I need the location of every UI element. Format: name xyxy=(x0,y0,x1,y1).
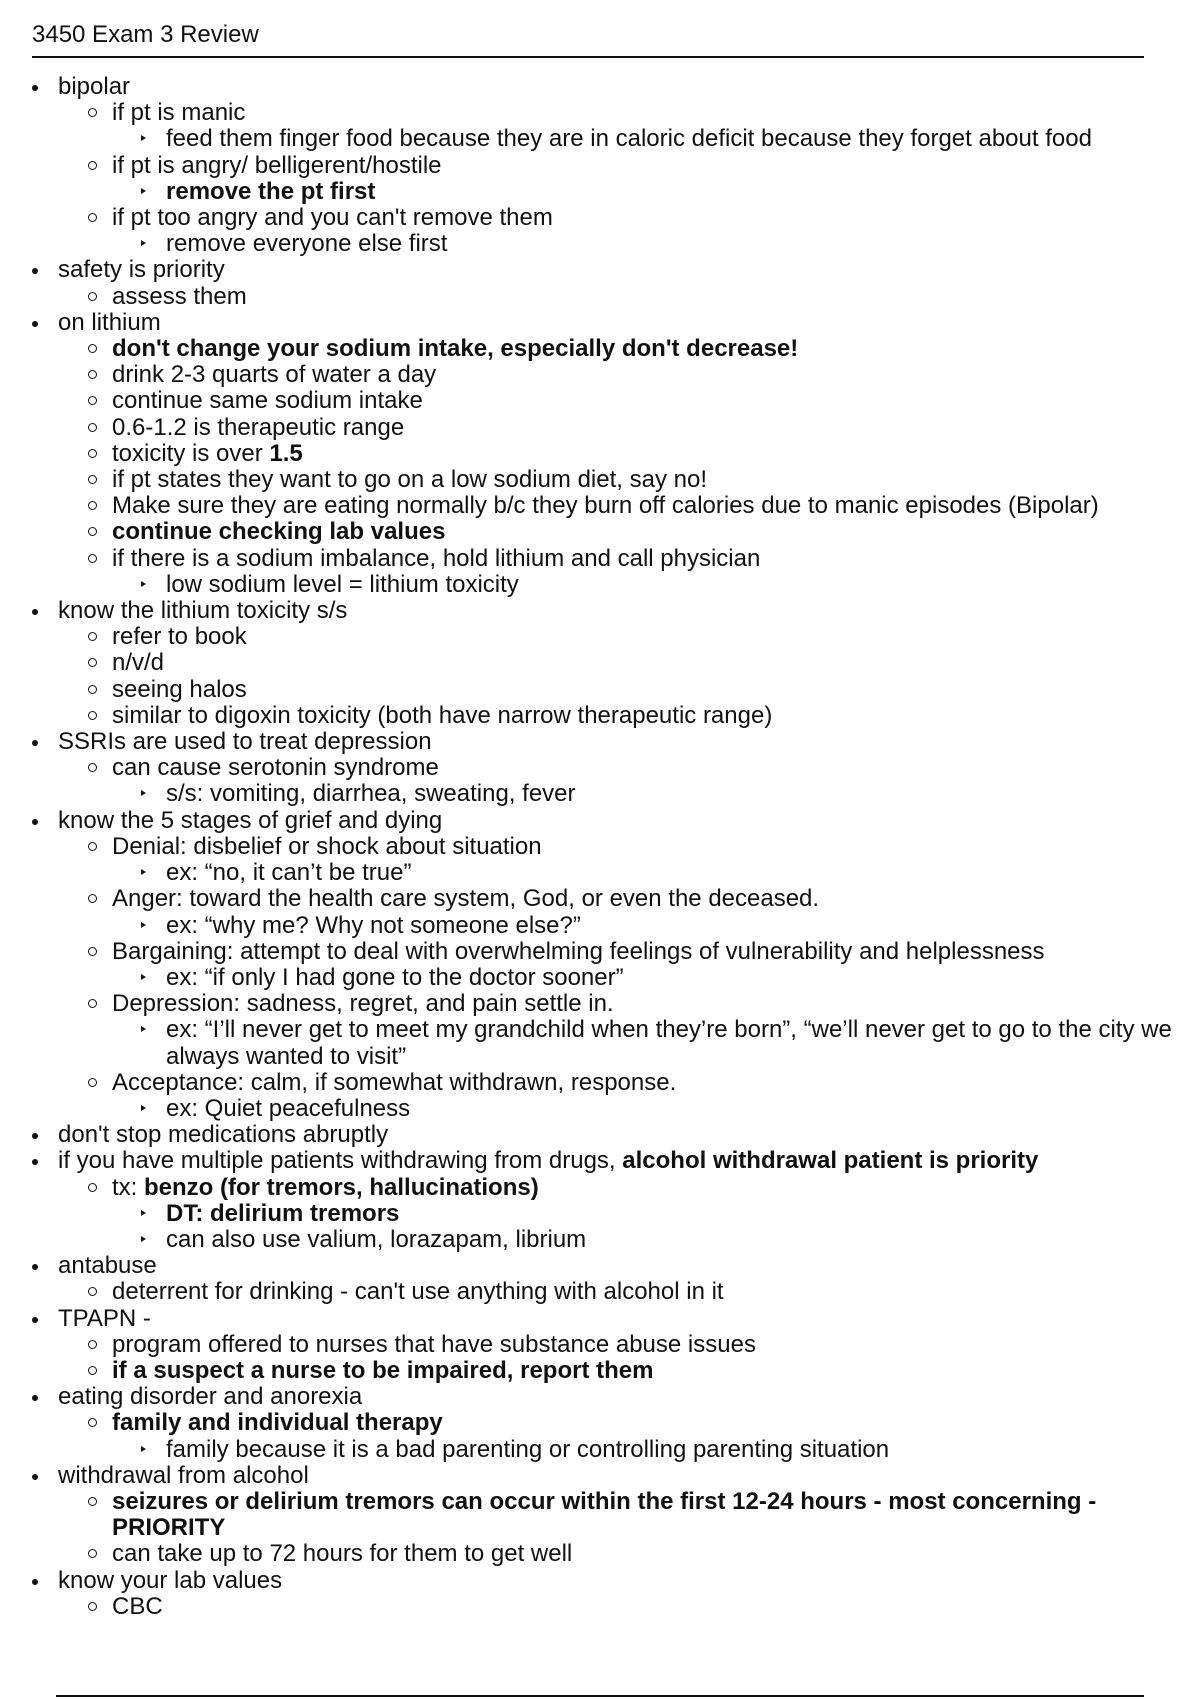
bullet-circle-icon xyxy=(88,475,97,484)
item-text: ex: “no, it can’t be true” xyxy=(166,859,412,887)
list-item xyxy=(0,729,1200,755)
list-item xyxy=(0,755,1200,781)
bullet-dot-icon xyxy=(32,1133,38,1139)
review-outline xyxy=(0,74,1200,1620)
item-text: similar to digoxin toxicity (both have narrow therapeutic range) xyxy=(112,701,773,729)
bullet-circle-icon xyxy=(88,763,97,772)
list-item xyxy=(0,205,1200,231)
item-text: s/s: vomiting, diarrhea, sweating, fever xyxy=(166,780,576,808)
bullet-circle-icon xyxy=(88,1602,97,1611)
item-text: deterrent for drinking - can't use anything with alcohol in it xyxy=(112,1278,724,1306)
list-item xyxy=(0,336,1200,362)
item-text: toxicity is over xyxy=(112,439,270,467)
list-item xyxy=(0,598,1200,624)
header-rule xyxy=(32,56,1144,58)
item-text: CBC xyxy=(112,1592,163,1620)
item-text: Depression: sadness, regret, and pain settle in. xyxy=(112,990,614,1018)
list-item xyxy=(0,1096,1200,1122)
item-text: assess them xyxy=(112,282,247,310)
bullet-circle-icon xyxy=(88,1497,97,1506)
bullet-triangle-icon xyxy=(141,1026,146,1032)
list-item xyxy=(0,1463,1200,1489)
item-text: seeing halos xyxy=(112,675,247,703)
item-text: bipolar xyxy=(58,73,131,100)
item-text-bold: if a suspect a nurse to be impaired, report them xyxy=(112,1356,654,1384)
bullet-circle-icon xyxy=(88,527,97,536)
bullet-circle-icon xyxy=(88,1418,97,1427)
item-text: safety is priority xyxy=(58,256,225,284)
list-item xyxy=(0,1017,1186,1069)
list-item xyxy=(0,231,1200,257)
item-text-bold: continue checking lab values xyxy=(112,518,446,546)
item-text: refer to book xyxy=(112,623,247,651)
list-item xyxy=(0,100,1200,126)
list-item xyxy=(0,1437,1200,1463)
bullet-circle-icon xyxy=(88,396,97,405)
item-text: if there is a sodium imbalance, hold lithium and call physician xyxy=(112,544,761,572)
list-item xyxy=(0,1489,1172,1541)
item-text: know the lithium toxicity s/s xyxy=(58,597,348,625)
list-item xyxy=(0,1201,1200,1227)
list-item xyxy=(0,1568,1200,1594)
bullet-dot-icon xyxy=(32,609,38,615)
bullet-triangle-icon xyxy=(141,1210,146,1216)
item-text: ex: “if only I had gone to the doctor sooner” xyxy=(166,963,624,991)
bullet-circle-icon xyxy=(88,501,97,510)
item-text: know your lab values xyxy=(58,1566,283,1594)
bullet-triangle-icon xyxy=(141,1446,146,1452)
item-text: can take up to 72 hours for them to get well xyxy=(112,1540,573,1568)
bullet-triangle-icon xyxy=(141,922,146,928)
list-item xyxy=(0,677,1200,703)
list-item xyxy=(0,1410,1200,1436)
bullet-dot-icon xyxy=(32,1317,38,1323)
list-item xyxy=(0,624,1200,650)
item-text-bold: remove the pt first xyxy=(166,177,376,205)
item-text: if pt states they want to go on a low sodium diet, say no! xyxy=(112,466,707,494)
bullet-circle-icon xyxy=(88,1078,97,1087)
item-text: if pt is angry/ belligerent/hostile xyxy=(112,151,442,179)
item-text: eating disorder and anorexia xyxy=(58,1383,363,1411)
bullet-triangle-icon xyxy=(141,1105,146,1111)
item-text: Acceptance: calm, if somewhat withdrawn, response. xyxy=(112,1068,677,1096)
bullet-triangle-icon xyxy=(141,869,146,875)
list-item xyxy=(0,808,1200,834)
item-text: family because it is a bad parenting or controlling parenting situation xyxy=(166,1435,890,1463)
bullet-circle-icon xyxy=(88,1366,97,1375)
list-item xyxy=(0,1594,1200,1620)
list-item xyxy=(0,441,1200,467)
list-item xyxy=(0,1175,1200,1201)
item-text-bold: family and individual therapy xyxy=(112,1409,443,1437)
bullet-dot-icon xyxy=(32,740,38,746)
bullet-triangle-icon xyxy=(141,790,146,796)
bullet-triangle-icon xyxy=(141,1236,146,1242)
item-text-bold: 1.5 xyxy=(269,439,303,467)
bullet-circle-icon xyxy=(88,685,97,694)
bullet-circle-icon xyxy=(88,632,97,641)
bullet-circle-icon xyxy=(88,711,97,720)
item-text: 0.6-1.2 is therapeutic range xyxy=(112,413,405,441)
bullet-circle-icon xyxy=(88,658,97,667)
item-text: drink 2-3 quarts of water a day xyxy=(112,361,437,389)
list-item xyxy=(0,388,1200,414)
item-text: SSRIs are used to treat depression xyxy=(58,728,432,756)
bullet-triangle-icon xyxy=(141,974,146,980)
bullet-circle-icon xyxy=(88,1183,97,1192)
bullet-dot-icon xyxy=(32,1264,38,1270)
bullet-dot-icon xyxy=(32,1395,38,1401)
list-item xyxy=(0,1070,1200,1096)
bullet-dot-icon xyxy=(32,268,38,274)
item-text: can cause serotonin syndrome xyxy=(112,754,439,782)
item-text: know the 5 stages of grief and dying xyxy=(58,806,443,834)
list-item xyxy=(0,781,1200,807)
list-item xyxy=(0,1122,1200,1148)
bullet-circle-icon xyxy=(88,423,97,432)
item-text: n/v/d xyxy=(112,649,165,677)
list-item xyxy=(0,310,1200,336)
bullet-triangle-icon xyxy=(141,135,146,141)
item-text: Make sure they are eating normally b/c they burn off calories due to manic episodes (Bipolar) xyxy=(112,492,1099,520)
list-item xyxy=(0,257,1200,283)
item-text: if pt is manic xyxy=(112,99,246,127)
bullet-circle-icon xyxy=(88,344,97,353)
item-text: ex: Quiet peacefulness xyxy=(166,1094,411,1122)
list-item xyxy=(0,1227,1200,1253)
bullet-circle-icon xyxy=(88,1287,97,1296)
list-item xyxy=(0,1332,1200,1358)
item-text: Anger: toward the health care system, God, or even the deceased. xyxy=(112,885,820,913)
item-text-bold: benzo (for tremors, hallucinations) xyxy=(144,1173,539,1201)
list-item xyxy=(0,991,1200,1017)
list-item xyxy=(0,362,1200,388)
bullet-circle-icon xyxy=(88,108,97,117)
bullet-circle-icon xyxy=(88,449,97,458)
list-item xyxy=(0,493,1200,519)
item-text-bold: alcohol withdrawal patient is priority xyxy=(622,1147,1039,1175)
list-item xyxy=(0,74,1200,100)
item-text: continue same sodium intake xyxy=(112,387,423,415)
bullet-circle-icon xyxy=(88,999,97,1008)
bullet-circle-icon xyxy=(88,1340,97,1349)
list-item xyxy=(0,153,1200,179)
list-item xyxy=(0,650,1200,676)
list-item xyxy=(0,126,1200,152)
bullet-circle-icon xyxy=(88,894,97,903)
item-text: remove everyone else first xyxy=(166,230,448,258)
list-item xyxy=(0,1306,1200,1332)
list-item xyxy=(0,546,1200,572)
list-item xyxy=(0,965,1200,991)
bullet-dot-icon xyxy=(32,85,38,91)
item-text: TPAPN - xyxy=(58,1304,151,1332)
item-text: tx: xyxy=(112,1173,145,1201)
list-item xyxy=(0,519,1200,545)
list-item xyxy=(0,1253,1200,1279)
item-text: don't stop medications abruptly xyxy=(58,1121,389,1149)
bullet-dot-icon xyxy=(32,1474,38,1480)
item-text-bold: don't change your sodium intake, especially don't decrease! xyxy=(112,335,799,363)
list-item xyxy=(0,1541,1200,1567)
list-item xyxy=(0,1148,1200,1174)
bullet-dot-icon xyxy=(32,321,38,327)
bullet-circle-icon xyxy=(88,1549,97,1558)
list-item xyxy=(0,1279,1200,1305)
item-text: ex: “why me? Why not someone else?” xyxy=(166,911,581,939)
bullet-triangle-icon xyxy=(141,188,146,194)
list-item xyxy=(0,703,1200,729)
bullet-circle-icon xyxy=(88,370,97,379)
bullet-circle-icon xyxy=(88,554,97,563)
item-text: Bargaining: attempt to deal with overwhelming feelings of vulnerability and helplessness xyxy=(112,937,1045,965)
item-text: ex: “I’ll never get to meet my grandchild when they’re born”, “we’ll never get to go to the city we always wanted to visit” xyxy=(166,1016,1172,1070)
list-item xyxy=(0,572,1200,598)
list-item xyxy=(0,1358,1200,1384)
list-item xyxy=(0,284,1200,310)
bullet-dot-icon xyxy=(32,819,38,825)
list-item xyxy=(0,860,1200,886)
item-text: low sodium level = lithium toxicity xyxy=(166,570,519,598)
item-text: if you have multiple patients withdrawing from drugs, xyxy=(58,1147,623,1175)
list-item xyxy=(0,886,1200,912)
list-item xyxy=(0,913,1200,939)
item-text: on lithium xyxy=(58,308,161,336)
item-text: withdrawal from alcohol xyxy=(58,1461,309,1489)
item-text: program offered to nurses that have substance abuse issues xyxy=(112,1330,756,1358)
bullet-dot-icon xyxy=(32,1159,38,1165)
page-title: 3450 Exam 3 Review xyxy=(32,21,259,48)
item-text-bold: DT: delirium tremors xyxy=(166,1199,400,1227)
item-text: can also use valium, lorazapam, librium xyxy=(166,1225,587,1253)
item-text: feed them finger food because they are in caloric deficit because they forget about food xyxy=(166,125,1092,153)
list-item xyxy=(0,1384,1200,1410)
bullet-dot-icon xyxy=(32,1579,38,1585)
footer-rule xyxy=(56,1695,1144,1697)
bullet-circle-icon xyxy=(88,292,97,301)
bullet-circle-icon xyxy=(88,213,97,222)
list-item xyxy=(0,939,1200,965)
item-text: antabuse xyxy=(58,1252,157,1280)
item-text: Denial: disbelief or shock about situation xyxy=(112,832,542,860)
list-item xyxy=(0,834,1200,860)
bullet-triangle-icon xyxy=(141,581,146,587)
bullet-circle-icon xyxy=(88,161,97,170)
list-item xyxy=(0,179,1200,205)
list-item xyxy=(0,415,1200,441)
item-text: if pt too angry and you can't remove them xyxy=(112,204,553,232)
bullet-triangle-icon xyxy=(141,240,146,246)
bullet-circle-icon xyxy=(88,842,97,851)
list-item xyxy=(0,467,1200,493)
item-text-bold: seizures or delirium tremors can occur within the first 12-24 hours - most concerning - PRIORITY xyxy=(112,1487,1097,1542)
bullet-circle-icon xyxy=(88,947,97,956)
